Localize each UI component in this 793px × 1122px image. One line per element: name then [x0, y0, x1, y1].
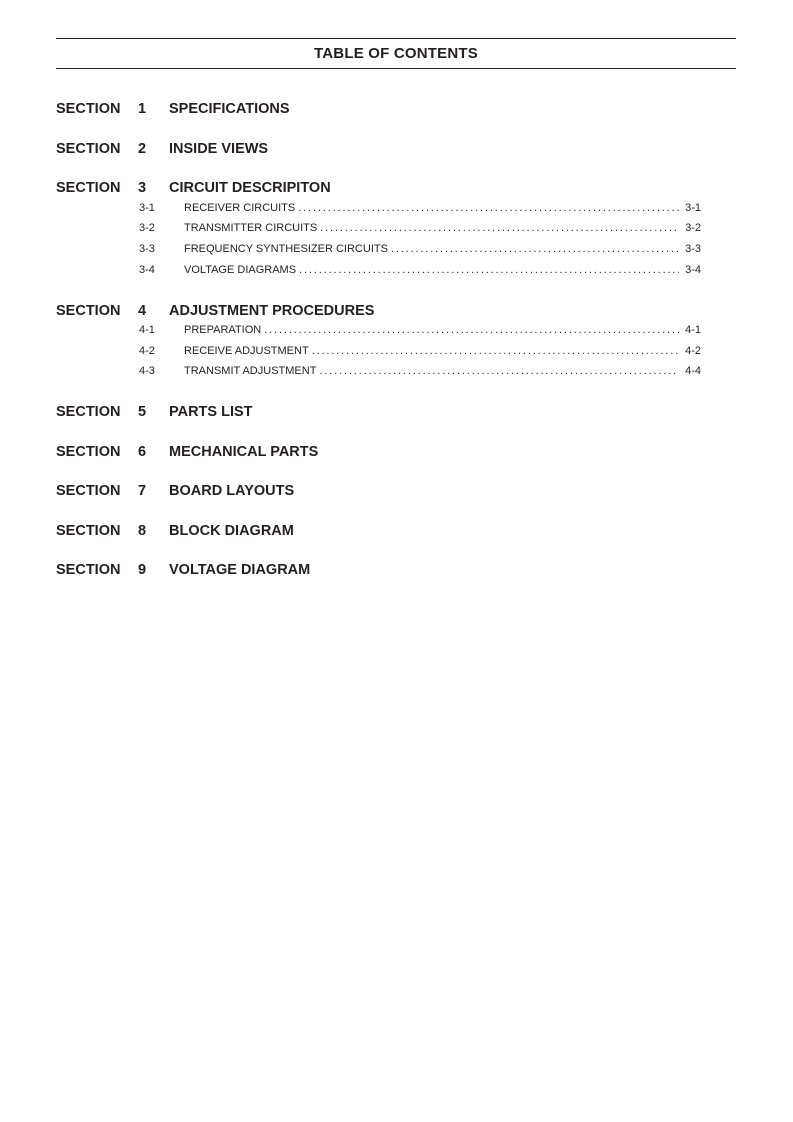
dot-leader [391, 241, 679, 257]
entry-page: 3-1 [685, 202, 701, 214]
section-label: SECTION [56, 523, 121, 539]
entry-page: 3-4 [685, 264, 701, 276]
section-number: 8 [138, 523, 147, 539]
entry-title: PREPARATION [184, 324, 262, 336]
entry-title: TRANSMITTER CIRCUITS [184, 222, 318, 234]
entry-title: RECEIVER CIRCUITS [184, 202, 296, 214]
entry-page: 4-4 [685, 365, 701, 377]
toc-entry-4-1[interactable] [139, 322, 701, 338]
dot-leader [320, 220, 679, 236]
toc-entry-3-2[interactable] [139, 220, 701, 236]
toc-section-7[interactable] [56, 481, 736, 501]
entry-number: 3-2 [139, 222, 155, 234]
toc-section-3[interactable] [56, 178, 736, 198]
section-number: 7 [138, 483, 147, 499]
entry-number: 4-3 [139, 365, 155, 377]
toc-section-6[interactable] [56, 442, 736, 462]
toc-entry-3-3[interactable] [139, 241, 701, 257]
header-top-rule [56, 38, 736, 39]
entry-number: 3-1 [139, 202, 155, 214]
section-label: SECTION [56, 483, 121, 499]
toc-entry-3-4[interactable] [139, 262, 701, 278]
entry-page: 3-2 [685, 222, 701, 234]
entry-page: 3-3 [685, 243, 701, 255]
entry-title: VOLTAGE DIAGRAMS [184, 264, 297, 276]
toc-section-5[interactable] [56, 402, 736, 422]
section-title: VOLTAGE DIAGRAM [169, 562, 311, 578]
section-label: SECTION [56, 404, 121, 420]
section-title: PARTS LIST [169, 404, 253, 420]
section-label: SECTION [56, 141, 121, 157]
section-title: ADJUSTMENT PROCEDURES [169, 303, 375, 319]
header-bottom-rule [56, 68, 736, 69]
dot-leader [264, 322, 679, 338]
toc-entry-4-3[interactable] [139, 363, 701, 379]
entry-number: 4-2 [139, 345, 155, 357]
section-label: SECTION [56, 562, 121, 578]
section-label: SECTION [56, 444, 121, 460]
section-title: MECHANICAL PARTS [169, 444, 319, 460]
section-number: 3 [138, 180, 147, 196]
entry-page: 4-2 [685, 345, 701, 357]
toc-section-8[interactable] [56, 521, 736, 541]
section-title: SPECIFICATIONS [169, 101, 290, 117]
section-number: 9 [138, 562, 147, 578]
toc-section-2[interactable] [56, 139, 736, 159]
section-label: SECTION [56, 180, 121, 196]
dot-leader [319, 363, 679, 379]
section-number: 1 [138, 101, 147, 117]
section-title: INSIDE VIEWS [169, 141, 269, 157]
entry-title: FREQUENCY SYNTHESIZER CIRCUITS [184, 243, 388, 255]
entry-title: RECEIVE ADJUSTMENT [184, 345, 309, 357]
section-title: BOARD LAYOUTS [169, 483, 295, 499]
entry-title: TRANSMIT ADJUSTMENT [184, 365, 317, 377]
section-title: CIRCUIT DESCRIPITON [169, 180, 331, 196]
toc-entry-4-2[interactable] [139, 343, 701, 359]
section-label: SECTION [56, 303, 121, 319]
dot-leader [299, 262, 679, 278]
toc-section-4[interactable] [56, 301, 736, 321]
entry-number: 4-1 [139, 324, 155, 336]
dot-leader [298, 200, 679, 216]
toc-section-9[interactable] [56, 560, 736, 580]
dot-leader [312, 343, 679, 359]
section-label: SECTION [56, 101, 121, 117]
section-number: 5 [138, 404, 147, 420]
toc-entry-3-1[interactable] [139, 200, 701, 216]
toc-section-1[interactable] [56, 99, 736, 119]
entry-page: 4-1 [685, 324, 701, 336]
entry-number: 3-3 [139, 243, 155, 255]
section-number: 4 [138, 303, 147, 319]
section-title: BLOCK DIAGRAM [169, 523, 294, 539]
entry-number: 3-4 [139, 264, 155, 276]
section-number: 2 [138, 141, 147, 157]
page-title: TABLE OF CONTENTS [314, 45, 478, 62]
section-number: 6 [138, 444, 147, 460]
